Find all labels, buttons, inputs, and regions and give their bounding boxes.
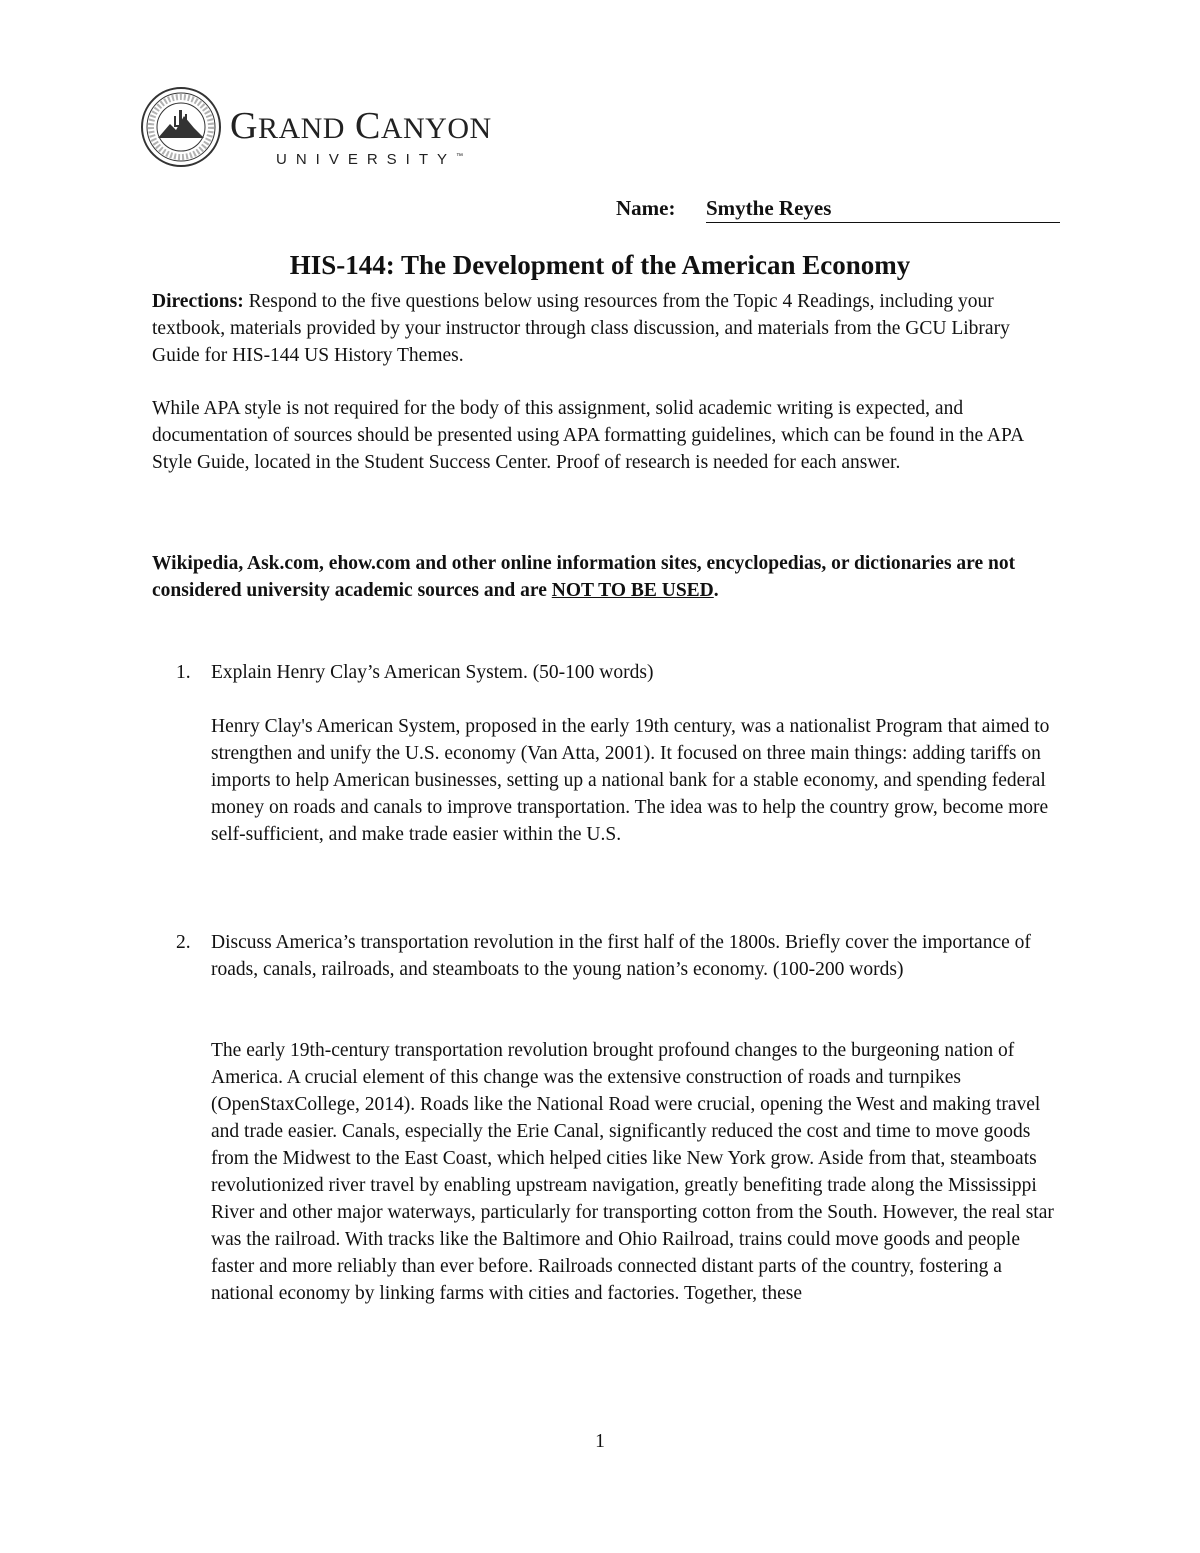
question-number: 1.: [176, 662, 191, 683]
page-number: 1: [595, 1431, 605, 1452]
university-wordmark: GRAND CANYON UNIVERSITY™: [230, 105, 492, 168]
not-to-be-used: NOT TO BE USED: [551, 580, 714, 601]
document-title: HIS-144: The Development of the American Economy: [289, 250, 911, 280]
question-text: Discuss America’s transportation revolution in the first half of the 1800s. Briefly cover the importance of roads, canals, railroads, and steamboats to the young nation’s economy. (100-200 words): [211, 932, 1031, 980]
university-logo: [140, 86, 500, 176]
student-name-field: [616, 196, 1060, 226]
directions-text: Respond to the five questions below using resources from the Topic 4 Readings, including your textbook, materials provided by your instructor through class discussion, and materials from the GCU Library Guide for HIS-144 US History Themes.: [152, 291, 1010, 366]
university-seal-icon: [140, 86, 222, 168]
sources-warning: Wikipedia, Ask.com, ehow.com and other online information sites, encyclopedias, or dictionaries are not considered university academic sources and are NOT TO BE USED.: [152, 553, 1016, 601]
answer-2: The early 19th-century transportation revolution brought profound changes to the burgeoning nation of America. A crucial element of this change was the extensive construction of roads and turnpikes (OpenStaxCollege, 2014). Roads like the National Road were crucial, opening the West and making travel and trade easier. Canals, especially the Erie Canal, significantly reduced the cost and time to move goods from the Midwest to the East Coast, which helped cities like New York grow. Aside from that, steamboats revolutionized river travel by enabling upstream navigation, greatly benefiting trade along the Mississippi River and other major waterways, particularly for transporting cotton from the South. However, the real star was the railroad. With tracks like the Baltimore and Ohio Railroad, trains could move goods and people faster and more reliably than ever before. Railroads connected distant parts of the country, fostering a national economy by linking farms with cities and factories. Together, these: [211, 1040, 1054, 1304]
name-value: Smythe Reyes: [706, 196, 832, 220]
name-label: Name:: [616, 196, 676, 220]
question-text: Explain Henry Clay’s American System. (50-100 words): [211, 662, 654, 683]
question-number: 2.: [176, 932, 191, 953]
apa-note-paragraph: While APA style is not required for the body of this assignment, solid academic writing is expected, and documentation of sources should be presented using APA formatting guidelines, which can be found in the APA Style Guide, located in the Student Success Center. Proof of research is needed for each answer.: [152, 398, 1024, 473]
directions-label: Directions:: [152, 291, 244, 312]
name-underline: [706, 196, 1060, 223]
answer-1: Henry Clay's American System, proposed in the early 19th century, was a nationalist Program that aimed to strengthen and unify the U.S. economy (Van Atta, 2001). It focused on three main things: adding tariffs on imports to help American businesses, setting up a national bank for a stable economy, and spending federal money on roads and canals to improve transportation. The idea was to help the country grow, become more self-sufficient, and make trade easier within the U.S.: [211, 716, 1050, 845]
directions-paragraph: [152, 288, 1062, 369]
